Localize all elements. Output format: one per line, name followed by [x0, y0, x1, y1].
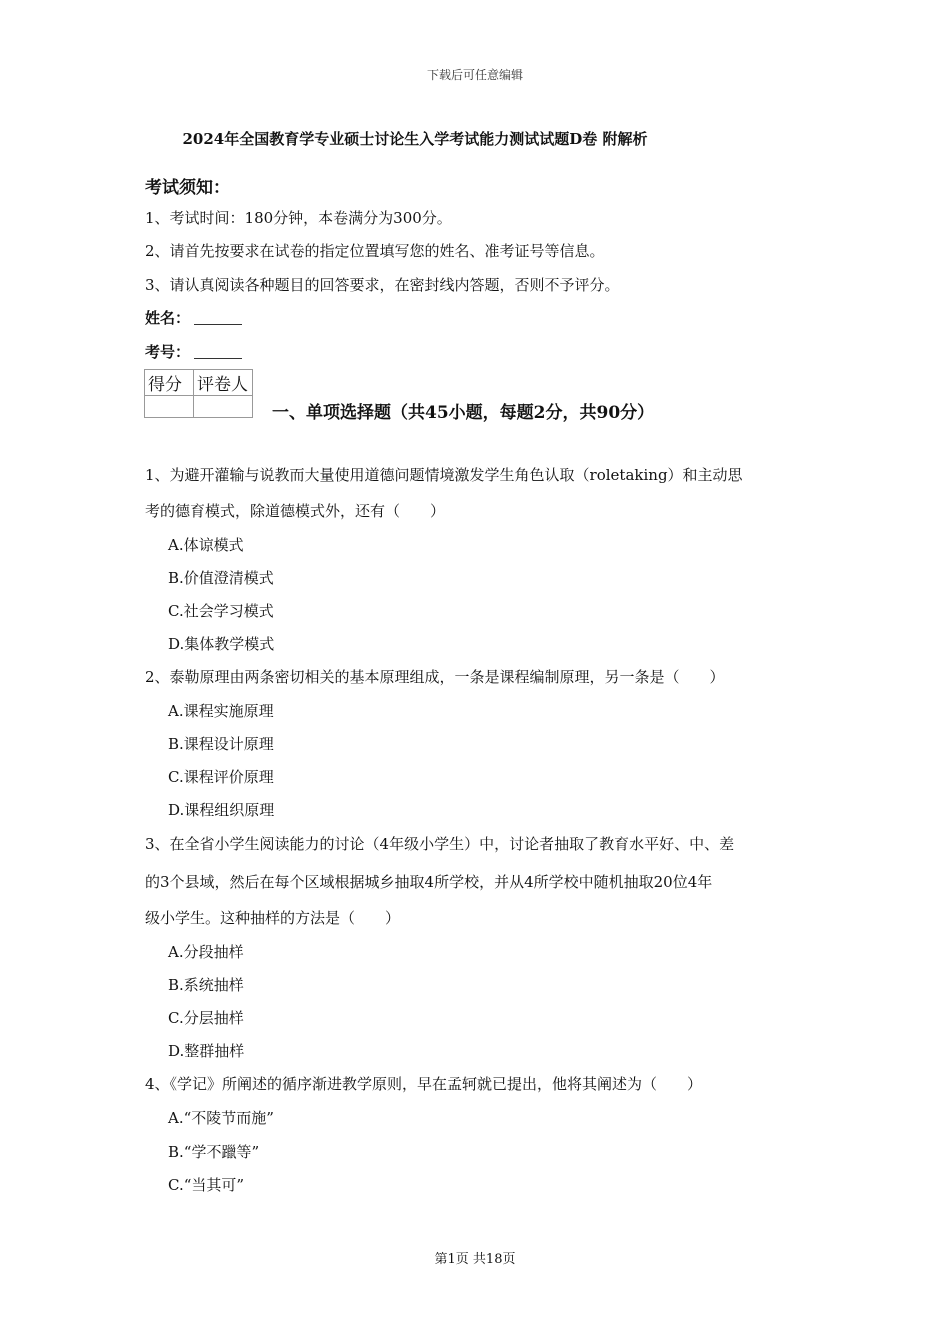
name-field — [145, 307, 242, 328]
question-text: 3、在全省小学生阅读能力的讨论（4年级小学生）中，讨论者抽取了教育水平好、中、差 — [145, 835, 735, 853]
id-field — [145, 341, 242, 362]
option: C.课程评价原理 — [168, 768, 274, 786]
option: D.集体教学模式 — [168, 635, 275, 653]
option: A.“不陵节而施” — [168, 1109, 274, 1127]
score-cell — [145, 396, 194, 418]
question-text: 考的德育模式，除道德模式外，还有（ ） — [145, 502, 446, 520]
page-number: 第1页 共18页 — [434, 1252, 516, 1267]
option: B.“学不躐等” — [168, 1143, 260, 1161]
grader-header: 评卷人 — [194, 370, 253, 396]
question-text: 的3个县域，然后在每个区域根据城乡抽取4所学校，并从4所学校中随机抽取20位4年 — [145, 873, 713, 891]
option: A.分段抽样 — [168, 943, 244, 961]
id-blank[interactable] — [194, 344, 242, 359]
option: D.整群抽样 — [168, 1042, 245, 1060]
notice-item: 3、请认真阅读各种题目的回答要求，在密封线内答题，否则不予评分。 — [145, 276, 620, 294]
option: B.价值澄清模式 — [168, 569, 274, 587]
option: C.分层抽样 — [168, 1009, 244, 1027]
question-text: 级小学生。这种抽样的方法是（ ） — [145, 909, 401, 927]
header-note: 下载后可任意编辑 — [426, 68, 523, 82]
name-label: 姓名： — [145, 309, 191, 327]
option: C.“当其可” — [168, 1176, 245, 1194]
question-text: 4、《学记》所阐述的循序渐进教学原则，早在孟轲就已提出，他将其阐述为（ ） — [145, 1075, 703, 1093]
id-label: 考号： — [145, 343, 191, 361]
option: A.课程实施原理 — [168, 702, 274, 720]
grader-cell — [194, 396, 253, 418]
document-title: 2024年全国教育学专业硕士讨论生入学考试能力测试试题D卷 附解析 — [182, 130, 648, 148]
option: B.系统抽样 — [168, 976, 244, 994]
score-header: 得分 — [145, 370, 194, 396]
option: D.课程组织原理 — [168, 801, 275, 819]
name-blank[interactable] — [194, 310, 242, 325]
score-table — [144, 369, 253, 418]
notice-item: 2、请首先按要求在试卷的指定位置填写您的姓名、准考证号等信息。 — [145, 242, 605, 260]
question-text: 1、为避开灌输与说教而大量使用道德问题情境激发学生角色认取（roletaking）和主动思 — [145, 466, 743, 484]
notice-item: 1、考试时间：180分钟，本卷满分为300分。 — [145, 209, 452, 227]
option: C.社会学习模式 — [168, 602, 274, 620]
option: B.课程设计原理 — [168, 735, 274, 753]
notice-heading: 考试须知： — [145, 178, 230, 198]
section-title: 一、单项选择题（共45小题，每题2分，共90分） — [272, 403, 655, 423]
question-text: 2、泰勒原理由两条密切相关的基本原理组成，一条是课程编制原理，另一条是（ ） — [145, 668, 725, 686]
option: A.体谅模式 — [168, 536, 244, 554]
